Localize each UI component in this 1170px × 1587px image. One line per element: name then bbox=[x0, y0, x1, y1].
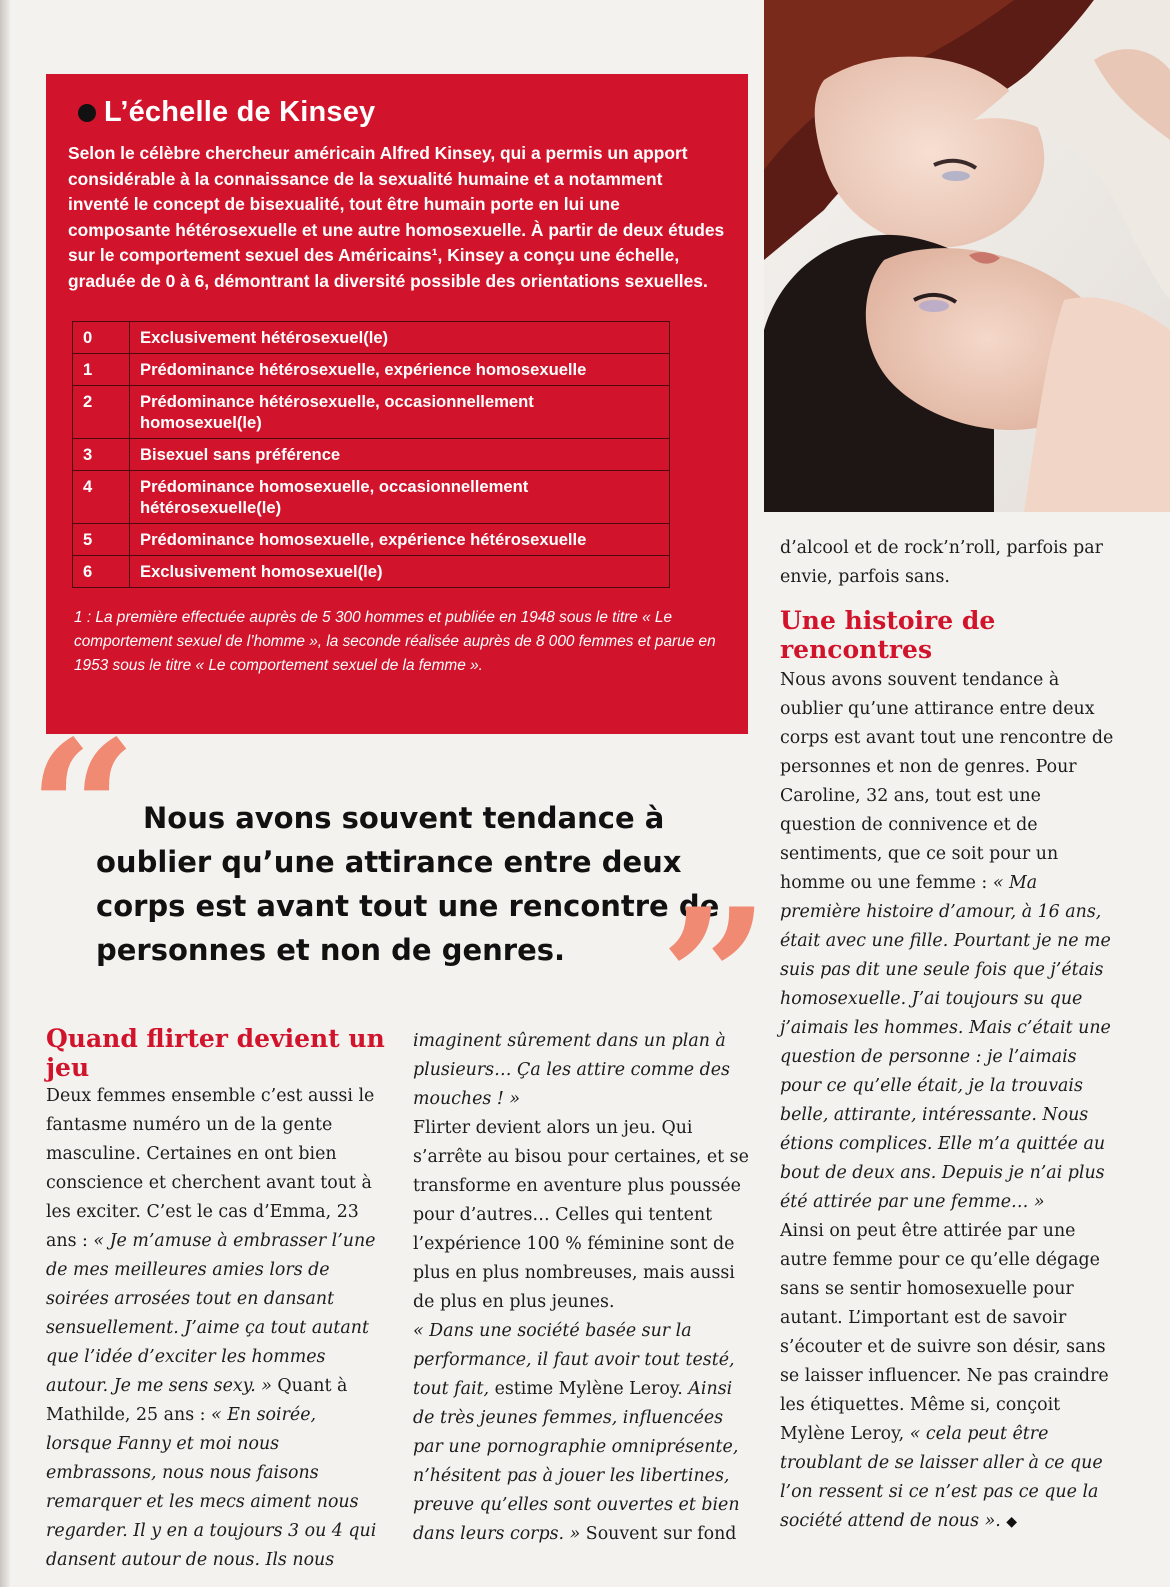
scale-label: Prédominance homosexuelle, expérience hétérosexuelle bbox=[130, 523, 670, 555]
scale-level: 5 bbox=[73, 523, 130, 555]
table-row bbox=[73, 321, 670, 353]
photo-illustration bbox=[764, 0, 1170, 512]
box-intro: Selon le célèbre chercheur américain Alfred Kinsey, qui a permis un apport considérable à la connaissance de la sexualité humaine et a notamment inventé le concept de bisexualité, tout être humain porte en lui une composante hétérosexuelle et une autre homosexuelle. À partir de deux études sur le comportement sexuel des Américains¹, Kinsey a conçu une échelle, graduée de 0 à 6, démontrant la diversité possible des orientations sexuelles. bbox=[68, 143, 725, 291]
article-column-2 bbox=[413, 1027, 753, 1549]
section-heading-rencontres: Une histoire de rencontres bbox=[780, 606, 996, 664]
article-column-3 bbox=[780, 534, 1120, 1537]
quote-text: imaginent sûrement dans un plan à plusieurs… Ça les attire comme des mouches ! » bbox=[413, 1031, 730, 1109]
kinsey-info-box bbox=[46, 74, 748, 734]
scale-label: Prédominance homosexuelle, occasionnellement hétérosexuelle(le) bbox=[130, 470, 670, 523]
scale-label: Prédominance hétérosexuelle, occasionnellement homosexuel(le) bbox=[130, 385, 670, 438]
bullet-icon bbox=[78, 104, 96, 122]
kinsey-scale-table bbox=[72, 321, 670, 588]
table-row bbox=[73, 353, 670, 385]
table-row bbox=[73, 385, 670, 438]
pull-quote-text: Nous avons souvent tendance à oublier qu’une attirance entre deux corps est avant tout une rencontre de personnes et non de genres. bbox=[96, 801, 720, 967]
body-text: Ainsi on peut être attirée par une autre femme pour ce qu’elle dégage sans se sentir homosexuelle pour autant. L’important est de savoir s’écouter et de suivre son désir, sans se laisser influencer. Ne pas craindre les étiquettes. Même si, conçoit Mylène Leroy, bbox=[780, 1221, 1109, 1444]
scale-label: Prédominance hétérosexuelle, expérience homosexuelle bbox=[130, 353, 670, 385]
close-quote-icon: ” bbox=[660, 867, 770, 1090]
body-text: Nous avons souvent tendance à oublier qu’une attirance entre deux corps est avant tout une rencontre de personnes et non de genres. Pour Caroline, 32 ans, tout est une question de connivence et de sentiments, que ce soit pour un homme ou une femme : bbox=[780, 670, 1114, 893]
scale-label: Exclusivement hétérosexuel(le) bbox=[130, 321, 670, 353]
body-text: Souvent sur fond bbox=[580, 1524, 737, 1544]
article-paragraph bbox=[413, 1317, 753, 1549]
box-title: L’échelle de Kinsey bbox=[104, 96, 376, 128]
quote-text: « Ma première histoire d’amour, à 16 ans, était avec une fille. Pourtant je ne me suis pas dit une seule fois que j’étais homosexuelle. J’ai toujours su que j’aimais les hommes. Mais c’était une question de personne : je l’aimais pour ce qu’elle était, je la trouvais belle, attirante, intéressante. Nous étions complices. Elle m’a quittée au bout de deux ans. Depuis je n’ai plus été attirée par une femme… » bbox=[780, 873, 1111, 1212]
section-heading-flirt: Quand flirter devient un jeu bbox=[46, 1024, 385, 1082]
article-column-1 bbox=[46, 1024, 386, 1575]
article-paragraph: d’alcool et de rock’n’roll, parfois par envie, parfois sans. bbox=[780, 538, 1103, 587]
scale-level: 4 bbox=[73, 470, 130, 523]
quote-text: Ainsi de très jeunes femmes, influencées par une pornographie omniprésente, n’hésitent pas à jouer les libertines, preuve qu’elles sont ouvertes et bien dans leurs corps. » bbox=[413, 1379, 740, 1544]
body-text: Flirter devient alors un jeu. Qui s’arrête au bisou pour certaines, et se transforme en aventure plus poussée pour d’autres… Celles qui tentent l’expérience 100 % féminine sont de plus en plus nombreuses, mais aussi de plus en plus jeunes. bbox=[413, 1118, 749, 1312]
table-row bbox=[73, 523, 670, 555]
table-row bbox=[73, 470, 670, 523]
article-paragraph bbox=[780, 1217, 1120, 1537]
page-spine-shadow bbox=[0, 0, 10, 1587]
quote-text: « En soirée, lorsque Fanny et moi nous embrassons, nous nous faisons remarquer et les mecs aiment nous regarder. Il y en a toujours 3 ou 4 qui dansent autour de nous. Ils nous bbox=[46, 1405, 377, 1570]
body-text: Quant à Mathilde, 25 ans : bbox=[46, 1376, 348, 1425]
quote-text: « Dans une société basée sur la performance, il faut avoir tout testé, tout fait, bbox=[413, 1321, 735, 1399]
article-paragraph bbox=[46, 1082, 386, 1575]
scale-level: 3 bbox=[73, 438, 130, 470]
table-row bbox=[73, 438, 670, 470]
article-paragraph bbox=[413, 1114, 753, 1317]
box-footnote: 1 : La première effectuée auprès de 5 300 hommes et publiée en 1948 sous le titre « Le comportement sexuel de l’homme », la seconde réalisée auprès de 8 000 femmes et parue en 1953 sous le titre « Le comportement sexuel de la femme ». bbox=[74, 608, 716, 674]
scale-level: 2 bbox=[73, 385, 130, 438]
quote-text: « cela peut être troublant de se laisser aller à ce que l’on ressent si ce n’est pas ce que la société attend de nous ». bbox=[780, 1424, 1103, 1531]
scale-level: 6 bbox=[73, 555, 130, 587]
scale-label: Exclusivement homosexuel(le) bbox=[130, 555, 670, 587]
scale-level: 0 bbox=[73, 321, 130, 353]
scale-label: Bisexuel sans préférence bbox=[130, 438, 670, 470]
box-title-row bbox=[78, 96, 726, 129]
article-paragraph bbox=[780, 666, 1120, 1217]
quote-text: « Je m’amuse à embrasser l’une de mes meilleures amies lors de soirées arrosées tout en dansant sensuellement. J’aime ça tout autant que l’idée d’exciter les hommes autour. Je me sens sexy. » bbox=[46, 1231, 376, 1396]
table-row bbox=[73, 555, 670, 587]
two-women-kissing-photo bbox=[764, 0, 1170, 512]
open-quote-icon: “ bbox=[28, 699, 138, 922]
body-text: estime Mylène Leroy. bbox=[489, 1379, 689, 1399]
end-mark-icon: ◆ bbox=[1006, 1514, 1018, 1530]
body-text: Deux femmes ensemble c’est aussi le fantasme numéro un de la gente masculine. Certaines en ont bien conscience et cherchent avant tout à les exciter. C’est le cas d’Emma, 23 ans : bbox=[46, 1086, 375, 1251]
scale-level: 1 bbox=[73, 353, 130, 385]
